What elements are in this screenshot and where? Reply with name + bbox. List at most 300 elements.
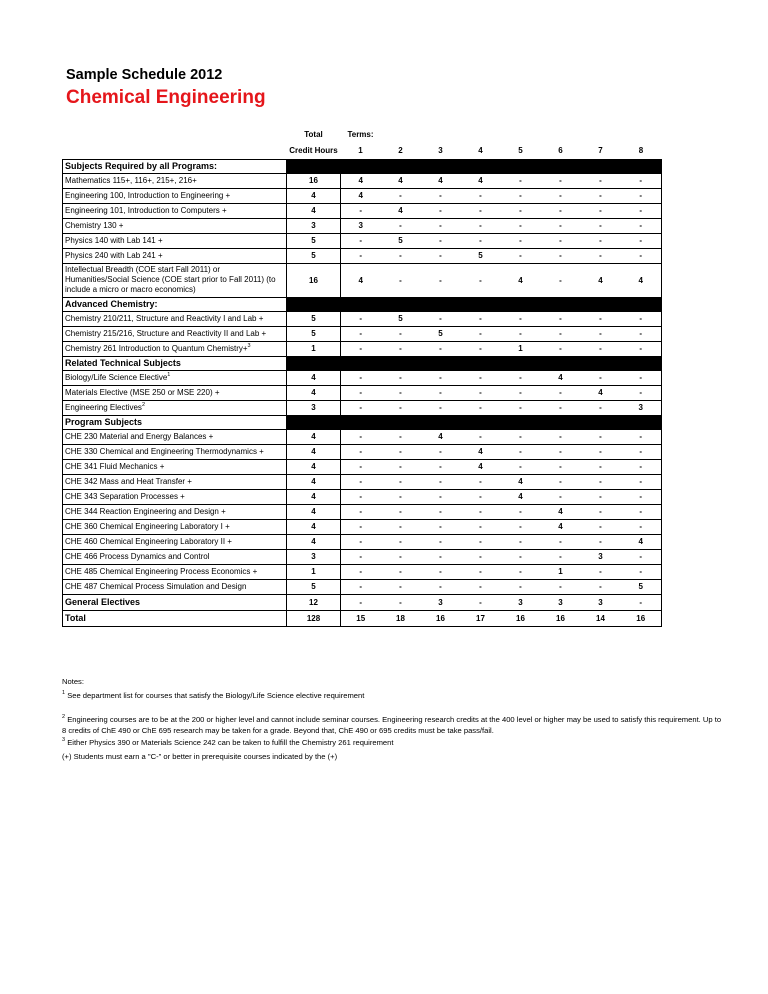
term-credit-cell: -: [341, 444, 381, 459]
term-credit-cell: 4: [541, 370, 581, 385]
course-name: [63, 173, 287, 188]
term-credit-cell: -: [421, 579, 461, 594]
course-label: General Electives: [65, 597, 141, 607]
term-credit-cell: -: [621, 594, 662, 610]
term-credit-cell: -: [621, 311, 662, 326]
term-credit-cell: -: [501, 370, 541, 385]
course-name: [63, 504, 287, 519]
section-header-row: [63, 356, 662, 370]
term-header: 8: [638, 145, 644, 155]
term-credit-cell: 3: [421, 594, 461, 610]
term-credit-cell: -: [581, 400, 621, 415]
course-label: Intellectual Breadth (COE start Fall 2011) or Humanities/Social Science (COE start prior to Fall 2011) (to include a micro or macro economics): [65, 265, 276, 294]
term-credit-cell: -: [381, 385, 421, 400]
term-credit-cell: -: [341, 429, 381, 444]
course-name: [63, 459, 287, 474]
total-credit-hours: 4: [287, 188, 341, 203]
term-credit-cell: -: [381, 400, 421, 415]
total-credit-hours: 5: [287, 311, 341, 326]
term-credit-cell: -: [381, 188, 421, 203]
term-credit-cell: 3: [581, 594, 621, 610]
term-credit-cell: -: [501, 504, 541, 519]
course-label: Biology/Life Science Elective: [65, 372, 168, 382]
course-row: [63, 519, 662, 534]
term-credit-cell: -: [581, 248, 621, 263]
term-credit-cell: -: [501, 549, 541, 564]
total-credit-hours: 1: [287, 564, 341, 579]
term-credit-cell: 4: [341, 263, 381, 297]
term-credit-cell: 1: [541, 564, 581, 579]
course-row: [63, 326, 662, 341]
term-header: 2: [398, 145, 403, 155]
total-label: [63, 610, 287, 626]
course-row: [63, 400, 662, 415]
term-credit-cell: -: [461, 326, 501, 341]
section-header-fill: [287, 415, 662, 429]
term-credit-cell: 16: [541, 610, 581, 626]
term-credit-cell: -: [621, 444, 662, 459]
course-name: [63, 489, 287, 504]
term-credit-cell: -: [541, 203, 581, 218]
course-label: Chemistry 210/211, Structure and Reactivity I and Lab +: [65, 313, 264, 323]
term-credit-cell: -: [501, 564, 541, 579]
course-name: [63, 233, 287, 248]
term-credit-cell: 17: [461, 610, 501, 626]
course-label: CHE 485 Chemical Engineering Process Economics +: [65, 566, 258, 576]
term-header: 7: [598, 145, 603, 155]
term-credit-cell: -: [341, 341, 381, 356]
term-credit-cell: 4: [341, 173, 381, 188]
term-credit-cell: -: [501, 203, 541, 218]
term-credit-cell: -: [341, 370, 381, 385]
total-credit-hours: 5: [287, 579, 341, 594]
term-credit-cell: -: [461, 311, 501, 326]
course-label: CHE 360 Chemical Engineering Laboratory I +: [65, 521, 230, 531]
term-credit-cell: 3: [581, 549, 621, 564]
term-credit-cell: -: [501, 326, 541, 341]
section-header-row: [63, 415, 662, 429]
term-credit-cell: -: [461, 218, 501, 233]
term-credit-cell: -: [621, 459, 662, 474]
notes-heading: Notes:: [62, 677, 84, 686]
course-row: [63, 173, 662, 188]
course-label: CHE 230 Material and Energy Balances +: [65, 431, 214, 441]
total-row: [63, 610, 662, 626]
total-credit-hours: 4: [287, 203, 341, 218]
term-credit-cell: 4: [581, 263, 621, 297]
term-credit-cell: -: [461, 341, 501, 356]
course-label: Chemistry 215/216, Structure and Reactivity II and Lab +: [65, 328, 267, 338]
course-label: Chemistry 130 +: [65, 220, 124, 230]
term-credit-cell: -: [581, 173, 621, 188]
term-credit-cell: -: [461, 564, 501, 579]
term-credit-cell: 15: [341, 610, 381, 626]
term-credit-cell: 4: [461, 173, 501, 188]
course-name: [63, 248, 287, 263]
term-credit-cell: -: [581, 341, 621, 356]
term-credit-cell: -: [541, 474, 581, 489]
term-credit-cell: -: [381, 326, 421, 341]
course-name: [63, 263, 287, 297]
term-credit-cell: -: [421, 341, 461, 356]
notes-block: [62, 676, 722, 762]
total-credit-hours: 16: [287, 173, 341, 188]
term-credit-cell: -: [381, 429, 421, 444]
course-label: Materials Elective (MSE 250 or MSE 220) +: [65, 387, 220, 397]
term-credit-cell: -: [581, 429, 621, 444]
term-credit-cell: -: [341, 385, 381, 400]
term-credit-cell: 4: [541, 504, 581, 519]
course-name: [63, 549, 287, 564]
term-credit-cell: -: [341, 311, 381, 326]
note-item: [62, 690, 722, 701]
note-text: See department list for courses that satisfy the Biology/Life Science elective requirement: [67, 691, 365, 700]
term-credit-cell: -: [541, 579, 581, 594]
term-credit-cell: -: [621, 218, 662, 233]
term-credit-cell: -: [341, 248, 381, 263]
term-credit-cell: -: [581, 459, 621, 474]
term-credit-cell: -: [421, 549, 461, 564]
course-label: CHE 341 Fluid Mechanics +: [65, 461, 165, 471]
course-label: CHE 342 Mass and Heat Transfer +: [65, 476, 192, 486]
course-name: [63, 474, 287, 489]
total-header: Total: [304, 129, 323, 139]
course-label: CHE 343 Separation Processes +: [65, 491, 185, 501]
term-credit-cell: -: [541, 233, 581, 248]
term-credit-cell: -: [541, 188, 581, 203]
term-credit-cell: -: [381, 579, 421, 594]
term-credit-cell: -: [381, 263, 421, 297]
course-label: Physics 240 with Lab 241 +: [65, 250, 163, 260]
total-credit-hours: 5: [287, 326, 341, 341]
course-label: Engineering 101, Introduction to Computers +: [65, 205, 227, 215]
term-credit-cell: -: [461, 370, 501, 385]
course-row: [63, 188, 662, 203]
course-row: [63, 385, 662, 400]
course-row: [63, 564, 662, 579]
course-name: [63, 341, 287, 356]
section-heading: Subjects Required by all Programs:: [63, 159, 287, 173]
section-header-row: [63, 159, 662, 173]
term-credit-cell: -: [381, 218, 421, 233]
term-credit-cell: -: [461, 263, 501, 297]
terms-label: Terms:: [347, 129, 374, 139]
term-credit-cell: -: [541, 263, 581, 297]
term-credit-cell: -: [461, 519, 501, 534]
term-credit-cell: -: [581, 203, 621, 218]
course-label: CHE 330 Chemical and Engineering Thermodynamics +: [65, 446, 264, 456]
total-credit-hours: 1: [287, 341, 341, 356]
term-credit-cell: -: [461, 233, 501, 248]
term-credit-cell: -: [621, 233, 662, 248]
term-credit-cell: 16: [621, 610, 662, 626]
plus-footnote: (+) Students must earn a "C-" or better in prerequisite courses indicated by the (+): [62, 752, 338, 761]
term-credit-cell: 16: [501, 610, 541, 626]
term-credit-cell: -: [421, 218, 461, 233]
course-name: [63, 311, 287, 326]
term-credit-cell: -: [341, 233, 381, 248]
course-row: [63, 341, 662, 356]
term-credit-cell: -: [541, 385, 581, 400]
term-credit-cell: -: [341, 489, 381, 504]
term-credit-cell: -: [501, 173, 541, 188]
section-heading: Advanced Chemistry:: [63, 297, 287, 311]
term-credit-cell: -: [381, 549, 421, 564]
term-credit-cell: -: [621, 370, 662, 385]
section-header-row: [63, 297, 662, 311]
note-text: Engineering courses are to be at the 200 or higher level and cannot include seminar courses. Engineering research credits at the 400 level or higher may be used to satisfy this requirement. Up to 8 credits of ChE 490 or ChE 695 research may be taken for a grade. Beyond that, ChE 490 or 695 credits must be take pass/fail.: [62, 715, 722, 735]
term-credit-cell: -: [421, 444, 461, 459]
term-credit-cell: -: [421, 263, 461, 297]
term-credit-cell: -: [461, 489, 501, 504]
course-name: [63, 579, 287, 594]
course-row: [63, 263, 662, 297]
term-credit-cell: -: [581, 326, 621, 341]
section-header-fill: [287, 297, 662, 311]
total-credit-hours: 4: [287, 370, 341, 385]
course-name: [63, 444, 287, 459]
credit-hours-header: Credit Hours: [289, 145, 338, 155]
term-credit-cell: 5: [461, 248, 501, 263]
course-row: [63, 370, 662, 385]
term-credit-cell: -: [541, 489, 581, 504]
term-credit-cell: -: [541, 549, 581, 564]
column-header-row-1: [63, 126, 662, 142]
term-credit-cell: -: [501, 218, 541, 233]
course-label: Total: [65, 613, 86, 623]
term-credit-cell: -: [341, 504, 381, 519]
term-credit-cell: -: [581, 370, 621, 385]
total-credit-hours: 3: [287, 400, 341, 415]
total-credit-hours: 4: [287, 489, 341, 504]
term-credit-cell: -: [621, 489, 662, 504]
term-credit-cell: -: [621, 173, 662, 188]
footnote-marker: 2: [141, 401, 145, 408]
course-name: [63, 385, 287, 400]
term-credit-cell: 4: [461, 459, 501, 474]
term-credit-cell: -: [381, 248, 421, 263]
term-credit-cell: 4: [581, 385, 621, 400]
term-credit-cell: 5: [381, 233, 421, 248]
term-credit-cell: -: [421, 203, 461, 218]
term-credit-cell: -: [581, 534, 621, 549]
term-credit-cell: -: [581, 218, 621, 233]
term-credit-cell: 5: [381, 311, 421, 326]
term-credit-cell: -: [461, 534, 501, 549]
total-credit-hours: 4: [287, 385, 341, 400]
course-name: [63, 326, 287, 341]
term-credit-cell: -: [501, 444, 541, 459]
course-row: [63, 474, 662, 489]
term-credit-cell: 4: [381, 203, 421, 218]
term-credit-cell: 4: [461, 444, 501, 459]
total-credit-hours: 4: [287, 474, 341, 489]
term-credit-cell: 4: [421, 173, 461, 188]
term-credit-cell: -: [461, 549, 501, 564]
term-credit-cell: -: [501, 400, 541, 415]
general-electives-label: [63, 594, 287, 610]
term-credit-cell: -: [341, 400, 381, 415]
term-credit-cell: -: [341, 594, 381, 610]
course-label: Physics 140 with Lab 141 +: [65, 235, 163, 245]
course-name: [63, 519, 287, 534]
term-credit-cell: 3: [341, 218, 381, 233]
course-row: [63, 248, 662, 263]
term-credit-cell: -: [421, 233, 461, 248]
term-credit-cell: -: [421, 504, 461, 519]
term-credit-cell: -: [341, 579, 381, 594]
course-label: Engineering Electives: [65, 402, 142, 412]
term-credit-cell: -: [341, 326, 381, 341]
course-row: [63, 549, 662, 564]
course-row: [63, 534, 662, 549]
course-row: [63, 218, 662, 233]
column-header-row-2: [63, 142, 662, 159]
section-heading: Related Technical Subjects: [63, 356, 287, 370]
term-credit-cell: -: [501, 534, 541, 549]
term-credit-cell: 4: [381, 173, 421, 188]
term-credit-cell: -: [581, 504, 621, 519]
total-credit-hours: 5: [287, 248, 341, 263]
term-credit-cell: -: [381, 564, 421, 579]
note-item: [62, 714, 722, 736]
term-credit-cell: -: [621, 504, 662, 519]
term-credit-cell: -: [381, 534, 421, 549]
footnote-marker: 1: [167, 371, 171, 378]
term-credit-cell: -: [421, 534, 461, 549]
term-credit-cell: -: [501, 188, 541, 203]
course-name: [63, 564, 287, 579]
note-marker: 2: [62, 714, 66, 720]
term-credit-cell: -: [381, 370, 421, 385]
term-credit-cell: -: [581, 444, 621, 459]
term-credit-cell: -: [461, 203, 501, 218]
course-row: [63, 429, 662, 444]
term-credit-cell: -: [381, 489, 421, 504]
term-credit-cell: -: [461, 385, 501, 400]
term-credit-cell: -: [341, 549, 381, 564]
term-credit-cell: -: [621, 326, 662, 341]
term-credit-cell: -: [421, 564, 461, 579]
course-row: [63, 444, 662, 459]
course-row: [63, 489, 662, 504]
term-credit-cell: -: [621, 519, 662, 534]
course-label: Engineering 100, Introduction to Engineering +: [65, 190, 231, 200]
footnote-marker: 3: [247, 342, 251, 349]
term-header: 5: [518, 145, 523, 155]
term-credit-cell: -: [621, 385, 662, 400]
term-credit-cell: 4: [541, 519, 581, 534]
term-credit-cell: -: [381, 459, 421, 474]
term-credit-cell: -: [621, 549, 662, 564]
term-credit-cell: -: [341, 534, 381, 549]
term-credit-cell: -: [581, 579, 621, 594]
course-label: Mathematics 115+, 116+, 215+, 216+: [65, 175, 197, 185]
term-credit-cell: -: [541, 341, 581, 356]
course-name: [63, 429, 287, 444]
term-credit-cell: -: [381, 594, 421, 610]
term-credit-cell: -: [501, 579, 541, 594]
term-credit-cell: -: [461, 594, 501, 610]
term-credit-cell: -: [541, 534, 581, 549]
total-credit-hours: 16: [287, 263, 341, 297]
course-label: CHE 487 Chemical Process Simulation and Design: [65, 581, 247, 591]
course-label: CHE 344 Reaction Engineering and Design +: [65, 506, 226, 516]
term-credit-cell: -: [541, 326, 581, 341]
term-credit-cell: 3: [541, 594, 581, 610]
course-name: [63, 188, 287, 203]
course-name: [63, 203, 287, 218]
program-title: Chemical Engineering: [66, 87, 266, 108]
term-credit-cell: -: [341, 203, 381, 218]
term-credit-cell: 4: [621, 263, 662, 297]
total-credit-hours: 4: [287, 459, 341, 474]
term-credit-cell: 3: [501, 594, 541, 610]
term-credit-cell: 3: [621, 400, 662, 415]
term-credit-cell: 14: [581, 610, 621, 626]
total-credit-hours: 3: [287, 218, 341, 233]
term-credit-cell: 4: [501, 474, 541, 489]
term-credit-cell: -: [621, 429, 662, 444]
page-title: Sample Schedule 2012: [66, 67, 223, 83]
term-credit-cell: -: [581, 474, 621, 489]
term-credit-cell: -: [381, 504, 421, 519]
total-credit-hours: 4: [287, 444, 341, 459]
total-credit-hours: 4: [287, 504, 341, 519]
term-credit-cell: 4: [341, 188, 381, 203]
term-credit-cell: -: [581, 233, 621, 248]
course-name: [63, 370, 287, 385]
term-credit-cell: -: [461, 504, 501, 519]
term-credit-cell: -: [341, 459, 381, 474]
term-credit-cell: -: [501, 429, 541, 444]
total-credit-hours: 128: [287, 610, 341, 626]
term-credit-cell: -: [621, 203, 662, 218]
term-credit-cell: 4: [501, 263, 541, 297]
course-name: [63, 534, 287, 549]
term-credit-cell: 16: [421, 610, 461, 626]
term-credit-cell: -: [461, 400, 501, 415]
section-header-fill: [287, 159, 662, 173]
total-credit-hours: 4: [287, 519, 341, 534]
course-row: [63, 459, 662, 474]
term-credit-cell: -: [621, 341, 662, 356]
total-credit-hours: 3: [287, 549, 341, 564]
term-credit-cell: -: [421, 459, 461, 474]
term-credit-cell: -: [381, 341, 421, 356]
term-credit-cell: -: [581, 188, 621, 203]
note-marker: 3: [62, 737, 66, 743]
term-credit-cell: 4: [421, 429, 461, 444]
term-credit-cell: -: [501, 311, 541, 326]
term-credit-cell: -: [501, 459, 541, 474]
course-row: [63, 203, 662, 218]
course-label: CHE 466 Process Dynamics and Control: [65, 551, 210, 561]
course-row: [63, 233, 662, 248]
term-credit-cell: -: [421, 489, 461, 504]
term-credit-cell: -: [541, 248, 581, 263]
term-credit-cell: -: [581, 311, 621, 326]
term-credit-cell: -: [541, 400, 581, 415]
term-credit-cell: -: [621, 248, 662, 263]
section-header-fill: [287, 356, 662, 370]
term-credit-cell: -: [581, 564, 621, 579]
schedule-table: [62, 126, 662, 627]
term-credit-cell: -: [341, 564, 381, 579]
course-label: Chemistry 261 Introduction to Quantum Chemistry+: [65, 343, 248, 353]
term-credit-cell: -: [421, 474, 461, 489]
term-credit-cell: 4: [501, 489, 541, 504]
